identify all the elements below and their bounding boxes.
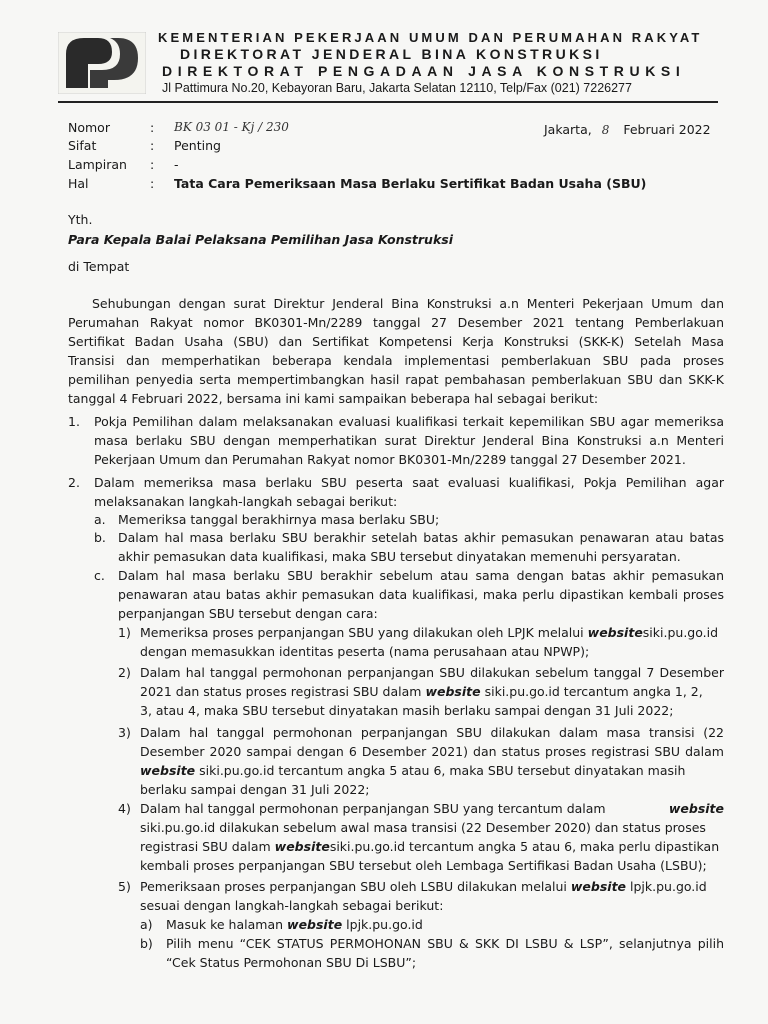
item-c5-line: sesuai dengan langkah-langkah sebagai berikut:	[140, 898, 444, 913]
url-text: lpjk.pu.go.id	[346, 917, 423, 932]
nomor-value: BK 03 01 - Kj / 230	[174, 120, 289, 134]
item-2b-number: b.	[94, 530, 106, 545]
recipient-yth: Yth.	[68, 212, 93, 227]
text: siki.pu.go.id tercantum angka 5 atau 6, maka perlu dipastikan	[329, 839, 720, 854]
website-term: website	[274, 839, 330, 854]
website-term: website	[425, 684, 481, 699]
letterhead-divider	[58, 101, 718, 103]
item-c4-line	[140, 839, 719, 854]
item-2c-line: Dalam hal masa berlaku SBU berakhir sebelum atau sama dengan batas akhir pemasukan	[118, 568, 724, 583]
intro-line: Sertifikat Badan Usaha (SBU) dan Sertifikat Kompetensi Kerja Konstruksi (SKK-K) Setelah Masa	[68, 334, 724, 349]
item-2b-line: Dalam hal masa berlaku SBU berakhir setelah batas akhir pemasukan penawaran atau batas	[118, 530, 724, 545]
item-c3-line: Desember 2020 sampai dengan 6 Desember 2021) dan status proses registrasi SBU dalam	[140, 744, 724, 759]
item-c1-number: 1)	[118, 625, 131, 640]
website-term: website	[570, 879, 627, 894]
item-2c-line: penawaran atau batas akhir pemasukan data kualifikasi, maka perlu dipastikan kembali proses	[118, 587, 724, 602]
item-2c-number: c.	[94, 568, 105, 583]
item-2b-line: akhir pemasukan data kualifikasi, maka SBU tersebut dinyatakan memenuhi persyaratan.	[118, 549, 681, 564]
item-c5-line	[140, 879, 707, 894]
letterhead-ministry: KEMENTERIAN PEKERJAAN UMUM DAN PERUMAHAN RAKYAT	[158, 30, 703, 45]
item-1-number: 1.	[68, 414, 80, 429]
item-c5a-line	[166, 917, 423, 932]
text: siki.pu.go.id tercantum angka 1, 2,	[484, 684, 703, 699]
item-2-line: Dalam memeriksa masa berlaku SBU peserta saat evaluasi kualifikasi, Pokja Pemilihan agar	[94, 475, 724, 490]
date-place: Jakarta,	[544, 122, 592, 137]
text: 2021 dan status proses registrasi SBU dalam	[140, 684, 422, 699]
item-c2-line	[140, 684, 703, 699]
item-c5b-number: b)	[140, 936, 153, 951]
item-c3-line	[140, 763, 685, 778]
item-2a-text: Memeriksa tanggal berakhirnya masa berlaku SBU;	[118, 512, 440, 527]
colon: :	[150, 157, 155, 172]
text: Dalam hal tanggal permohonan perpanjangan SBU yang tercantum dalam	[140, 801, 606, 816]
date-day: 8	[601, 123, 610, 137]
colon: :	[150, 138, 155, 153]
item-c4-line: siki.pu.go.id dilakukan sebelum awal masa transisi (22 Desember 2020) dan status proses	[140, 820, 706, 835]
text: registrasi SBU dalam	[140, 839, 271, 854]
item-c2-line: 3, atau 4, maka SBU tersebut dinyatakan masih berlaku sampai dengan 31 Juli 2022;	[140, 703, 674, 718]
hal-label: Hal	[68, 176, 89, 191]
item-c1-line	[140, 625, 718, 640]
item-c5-number: 5)	[118, 879, 131, 894]
url-text: lpjk.pu.go.id	[630, 879, 707, 894]
lampiran-value: -	[174, 157, 179, 172]
intro-line: Transisi dan memperhatikan beberapa kendala implementasi pemberlakuan SBU pada proses	[68, 353, 724, 368]
item-c5b-line: “Cek Status Permohonan SBU Di LSBU”;	[166, 955, 417, 970]
item-2-line: melaksanakan langkah-langkah sebagai berikut:	[94, 494, 398, 509]
sifat-label: Sifat	[68, 138, 97, 153]
item-c3-line: berlaku sampai dengan 31 Juli 2022;	[140, 782, 370, 797]
item-1-line: Pokja Pemilihan dalam melaksanakan evaluasi kualifikasi terkait kepemilikan SBU agar memeriksa	[94, 414, 724, 429]
recipient-name: Para Kepala Balai Pelaksana Pemilihan Jasa Konstruksi	[68, 232, 453, 247]
item-c5b-line: Pilih menu “CEK STATUS PERMOHONAN SBU & SKK DI LSBU & LSP”, selanjutnya pilih	[166, 936, 724, 951]
colon: :	[150, 120, 155, 135]
text: Memeriksa proses perpanjangan SBU yang dilakukan oleh LPJK melalui	[140, 625, 584, 640]
item-c2-number: 2)	[118, 665, 131, 680]
item-1-line: masa berlaku SBU dengan memperhatikan surat Direktur Jenderal Bina Konstruksi a.n Menteri	[94, 433, 724, 448]
item-2-number: 2.	[68, 475, 80, 490]
letterhead	[158, 30, 758, 96]
text: Pemeriksaan proses perpanjangan SBU oleh LSBU dilakukan melalui	[140, 879, 567, 894]
item-c1-line: dengan memasukkan identitas peserta (nama perusahaan atau NPWP);	[140, 644, 590, 659]
sifat-value: Penting	[174, 138, 221, 153]
letterhead-directorate: DIREKTORAT PENGADAAN JASA KONSTRUKSI	[162, 63, 686, 79]
lampiran-label: Lampiran	[68, 157, 127, 172]
item-c3-line: Dalam hal tanggal permohonan perpanjangan SBU dilakukan dalam masa transisi (22	[140, 725, 724, 740]
item-1-line: Pekerjaan Umum dan Perumahan Rakyat nomor BK0301-Mn/2289 tanggal 27 Desember 2021.	[94, 452, 686, 467]
website-term: website	[587, 625, 643, 640]
hal-value: Tata Cara Pemeriksaan Masa Berlaku Sertifikat Badan Usaha (SBU)	[174, 176, 647, 191]
item-2a-number: a.	[94, 512, 106, 527]
item-c3-number: 3)	[118, 725, 131, 740]
letterhead-directorate-general: DIREKTORAT JENDERAL BINA KONSTRUKSI	[180, 46, 603, 62]
text: siki.pu.go.id tercantum angka 5 atau 6, maka SBU tersebut dinyatakan masih	[199, 763, 686, 778]
url-text: siki.pu.go.id	[642, 625, 719, 640]
item-c5a-number: a)	[140, 917, 153, 932]
website-term: website	[287, 917, 343, 932]
website-term: website	[668, 801, 724, 816]
recipient-place: di Tempat	[68, 259, 130, 274]
date-month-year: Februari 2022	[623, 122, 711, 137]
item-2c-line: perpanjangan SBU tersebut dengan cara:	[118, 606, 378, 621]
item-c4-line	[140, 801, 724, 816]
text: Masuk ke halaman	[166, 917, 284, 932]
nomor-label: Nomor	[68, 120, 110, 135]
letterhead-address: Jl Pattimura No.20, Kebayoran Baru, Jakarta Selatan 12110, Telp/Fax (021) 7226277	[162, 81, 632, 95]
item-c4-number: 4)	[118, 801, 131, 816]
ministry-logo-icon	[58, 32, 146, 94]
website-term: website	[140, 763, 196, 778]
letter-date	[544, 122, 711, 137]
colon: :	[150, 176, 155, 191]
item-c4-line: kembali proses perpanjangan SBU tersebut oleh Lembaga Sertifikasi Badan Usaha (LSBU);	[140, 858, 707, 873]
intro-line: pemilihan penyedia serta mempertimbangkan hasil rapat pembahasan pemberlakuan SBU dan SKK-K	[68, 372, 724, 387]
intro-line: Perumahan Rakyat nomor BK0301-Mn/2289 tanggal 27 Desember 2021 tentang Pemberlakuan	[68, 315, 724, 330]
intro-line: tanggal 4 Februari 2022, bersama ini kami sampaikan beberapa hal sebagai berikut:	[68, 391, 599, 406]
intro-line: Sehubungan dengan surat Direktur Jenderal Bina Konstruksi a.n Menteri Pekerjaan Umum dan	[92, 296, 724, 311]
item-c2-line: Dalam hal tanggal permohonan perpanjangan SBU dilakukan sebelum tanggal 7 Desember	[140, 665, 724, 680]
